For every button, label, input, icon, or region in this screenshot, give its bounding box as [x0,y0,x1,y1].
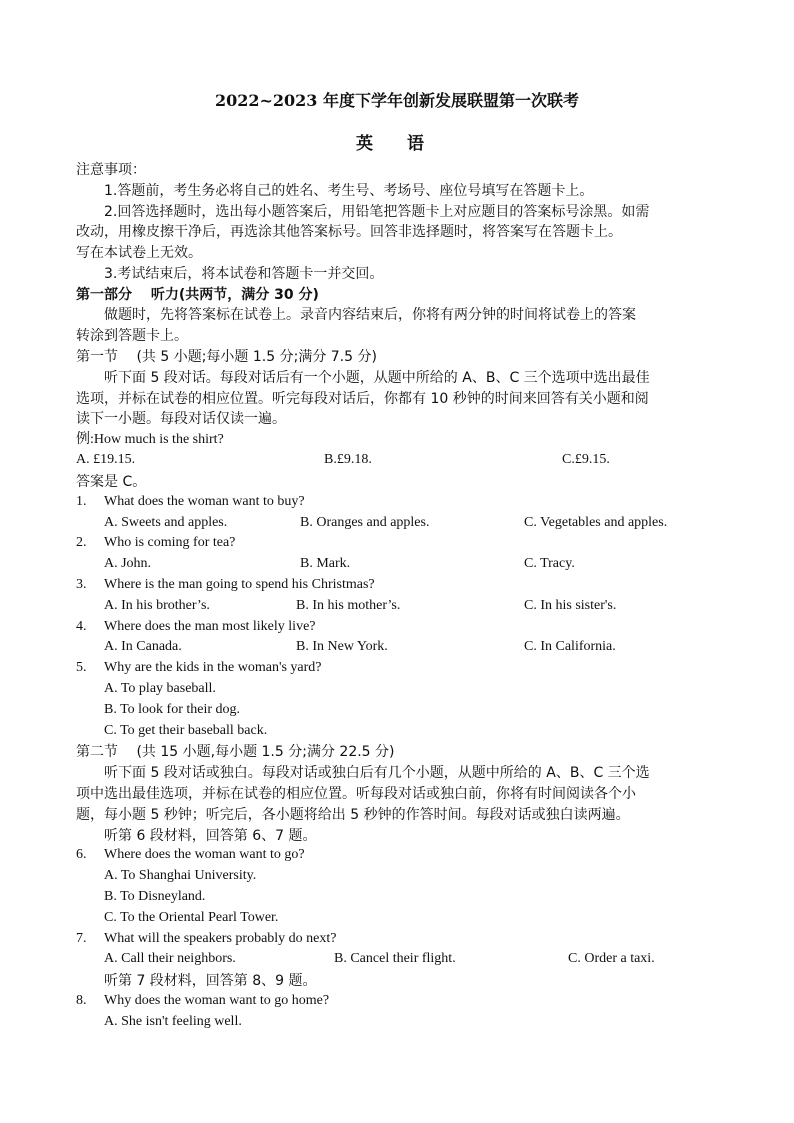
question-number: 2. [76,535,87,550]
option-c: C. In his sister's. [524,598,617,613]
question-text: Where does the woman want to go? [104,847,305,862]
notice-item-2-line3: 写在本试卷上无效。 [76,245,202,261]
option-b: B. In New York. [296,639,388,654]
question-number: 7. [76,931,87,946]
option-a: A. In his brother’s. [104,598,210,613]
option-b: B. Mark. [300,556,351,571]
question-text: Who is coming for tea? [104,535,236,550]
material-6-instruction: 听第 6 段材料，回答第 6、7 题。 [104,828,317,844]
section2-intro-line1: 听下面 5 段对话或独白。每段对话或独白后有几个小题，从题中所给的 A、B、C 三个选 [104,765,650,781]
example-answer: 答案是 C。 [76,474,147,490]
notice-item-1: 1.答题前，考生务必将自己的姓名、考生号、考场号、座位号填写在答题卡上。 [104,183,594,199]
notice-item-3: 3.考试结束后，将本试卷和答题卡一并交回。 [104,266,384,282]
part1-intro-line2: 转涂到答题卡上。 [76,328,188,344]
question-number: 1. [76,494,87,509]
example-option-c: C.£9.15. [562,452,610,467]
option-c: C. Vegetables and apples. [524,515,668,530]
option-c: C. To get their baseball back. [104,723,268,738]
option-b: B. To Disneyland. [104,889,206,904]
question-number: 5. [76,660,87,675]
section1-intro-line3: 读下一小题。每段对话仅读一遍。 [76,411,286,427]
option-b: B. In his mother’s. [296,598,401,613]
section1-intro-line2: 选项，并标在试卷的相应位置。听完每段对话后，你都有 10 秒钟的时间来回答有关小题和阅 [76,391,649,407]
option-c: C. Tracy. [524,556,575,571]
material-7-instruction: 听第 7 段材料，回答第 8、9 题。 [104,973,317,989]
option-b: B. Cancel their flight. [334,951,456,966]
exam-title: 2022~2023 年度下学年创新发展联盟第一次联考 [214,91,580,110]
question-text: Why does the woman want to go home? [104,993,330,1008]
option-a: A. To Shanghai University. [104,868,257,883]
example-option-a: A. £19.15. [76,452,136,467]
notice-item-2-line2: 改动，用橡皮擦干净后，再选涂其他答案标号。回答非选择题时，将答案写在答题卡上。 [76,224,622,240]
section2-intro-line3: 题，每小题 5 秒钟；听完后，各小题将给出 5 秒钟的作答时间。每段对话或独白读两遍。 [76,807,630,823]
notice-heading: 注意事项： [76,162,146,178]
subject-title: 英 语 [356,134,438,154]
notice-item-2-line1: 2.回答选择题时，选出每小题答案后，用铅笔把答题卡上对应题目的答案标号涂黑。如需 [104,204,650,220]
option-a: A. Sweets and apples. [104,515,228,530]
option-a: A. She isn't feeling well. [104,1014,242,1029]
option-a: A. In Canada. [104,639,182,654]
section2-intro-line2: 项中选出最佳选项，并标在试卷的相应位置。听每段对话或独白前，你将有时间阅读各个小 [76,786,636,802]
option-a: A. To play baseball. [104,681,216,696]
question-number: 4. [76,619,87,634]
part1-intro-line1: 做题时，先将答案标在试卷上。录音内容结束后，你将有两分钟的时间将试卷上的答案 [104,307,636,323]
option-c: C. To the Oriental Pearl Tower. [104,910,279,925]
question-number: 8. [76,993,87,1008]
section1-heading: 第一节 (共 5 小题;每小题 1.5 分;满分 7.5 分) [76,349,377,365]
example-option-b: B.£9.18. [324,452,372,467]
option-c: C. In California. [524,639,616,654]
question-text: Where is the man going to spend his Christmas? [104,577,375,592]
question-text: What does the woman want to buy? [104,494,305,509]
example-question: 例:How much is the shirt? [76,432,224,447]
question-text: Why are the kids in the woman's yard? [104,660,322,675]
question-number: 6. [76,847,87,862]
part1-heading: 第一部分 听力(共两节，满分 30 分) [76,287,319,303]
question-text: What will the speakers probably do next? [104,931,337,946]
option-b: B. To look for their dog. [104,702,241,717]
section1-intro-line1: 听下面 5 段对话。每段对话后有一个小题，从题中所给的 A、B、C 三个选项中选出最佳 [104,370,650,386]
option-a: A. Call their neighbors. [104,951,236,966]
question-text: Where does the man most likely live? [104,619,316,634]
option-a: A. John. [104,556,152,571]
section2-heading: 第二节 (共 15 小题,每小题 1.5 分;满分 22.5 分) [76,744,395,760]
option-c: C. Order a taxi. [568,951,655,966]
question-number: 3. [76,577,87,592]
option-b: B. Oranges and apples. [300,515,430,530]
